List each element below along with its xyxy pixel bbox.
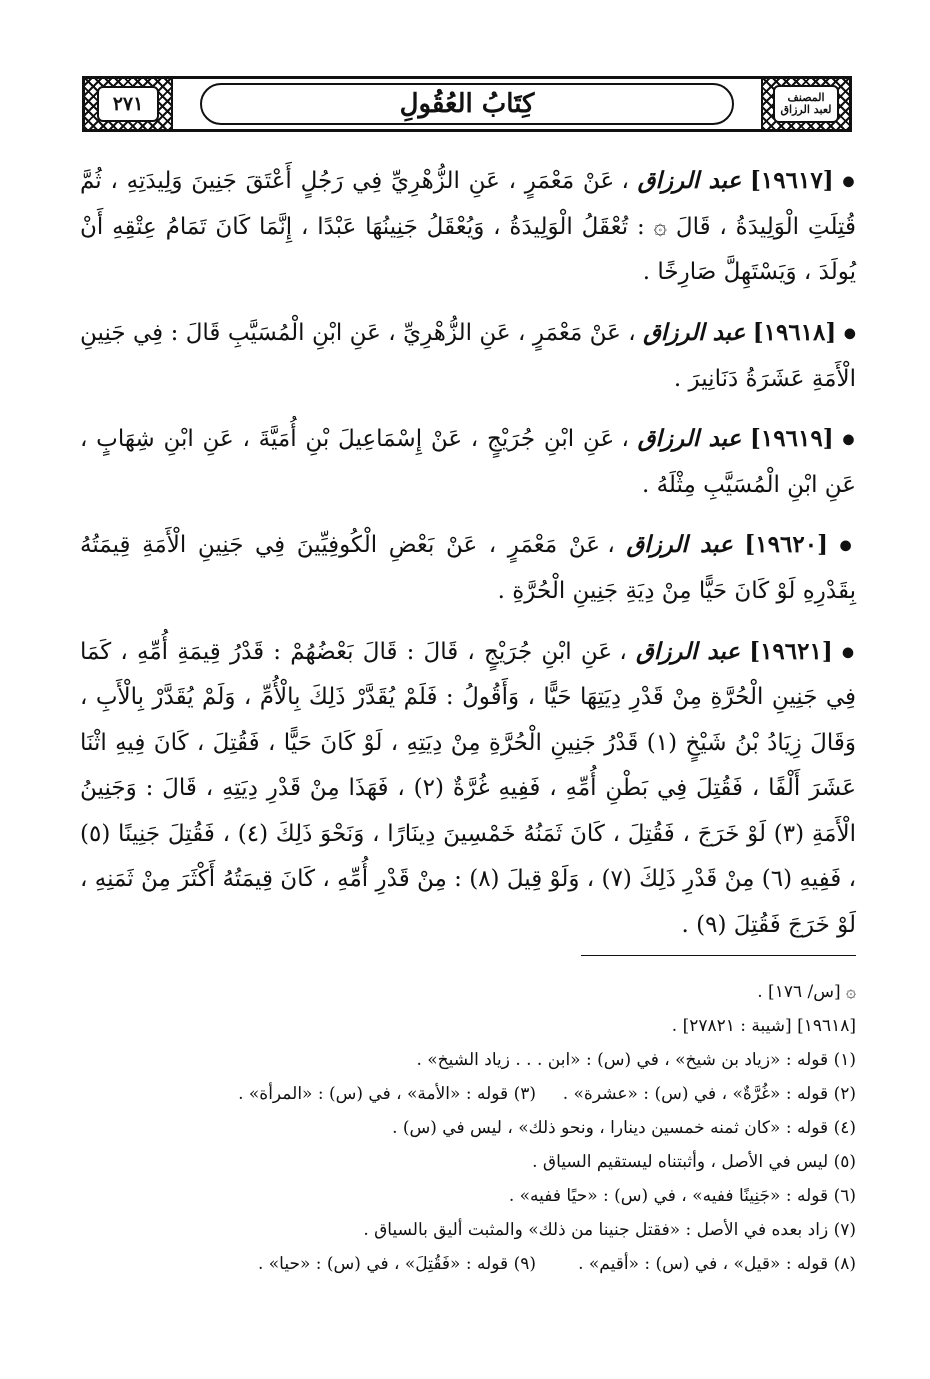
footnote-7: (٧) زاد بعده في الأصل : «فقتل جنينا من ذلك» والمثبت أليق بالسياق . xyxy=(363,1220,856,1240)
hadith-entry xyxy=(80,310,856,402)
entry-number: [١٩٦١٨] xyxy=(752,318,837,346)
narrator-name: عبد الرزاق xyxy=(635,637,741,665)
hadith-entry xyxy=(80,416,856,508)
bullet-icon: ● xyxy=(841,643,856,660)
entry-number: [١٩٦١٩] xyxy=(750,425,834,452)
hadith-entry xyxy=(80,158,856,296)
page-number: ٢٧١ xyxy=(97,86,159,122)
entry-number: [١٩٦٢٠] xyxy=(744,531,828,559)
footnote-1: (١) قوله : «زياد بن شيخ» ، في (س) : «ابن . . . زياد الشيخ» . xyxy=(416,1050,856,1070)
bullet-icon: ● xyxy=(842,173,856,190)
footnote-separator xyxy=(581,955,856,956)
narrator-name: عبد الرزاق xyxy=(637,425,742,452)
footnote-3: (٣) قوله : «الأمة» ، في (س) : «المرأة» . xyxy=(238,1084,536,1104)
footnote-6: (٦) قوله : «جَنِينًا ففيه» ، في (س) : «حيًا ففيه» . xyxy=(508,1186,856,1206)
bullet-icon: ● xyxy=(839,537,857,554)
footnote-4: (٤) قوله : «كان ثمنه خمسين دينارا ، ونحو ذلك» ، ليس في (س) . xyxy=(392,1118,856,1138)
footnote-row-2-3 xyxy=(80,1077,856,1111)
brand-line2: لعبد الرزاق xyxy=(780,103,832,116)
footnote-2: (٢) قوله : «غُرَّةٌ» ، في (س) : «عشرة» . xyxy=(562,1084,856,1104)
hadith-entry xyxy=(80,522,856,614)
hadith-entry xyxy=(80,629,856,949)
entry-text: ، عَنْ مَعْمَرٍ ، عَنْ بَعْضِ الْكُوفِيِّينَ فِي جَنِينِ الْأَمَةِ قِيمَتُهُ بِقَدْرِهِ لَوْ كَانَ حَيًّا مِنْ دِيَةِ جَنِينِ الْحُرَّةِ . xyxy=(80,532,856,604)
title-panel xyxy=(173,79,761,129)
main-text xyxy=(80,158,856,962)
entry-text: ، عَنِ ابْنِ جُرَيْجٍ ، قَالَ : قَالَ بَعْضُهُمْ : قَدْرُ قِيمَةِ أُمِّهِ ، كَمَا فِي جَنِينِ الْحُرَّةِ مِنْ قَدْرِ دِيَتِهَا حَيًّا ، وَأَقُولُ : فَلَمْ يُقَدَّرْ ذَلِكَ بِالْأُمِّ ، وَلَمْ يُقَدَّرْ بِالْأَبِ ، وَقَالَ زِيَادُ بْنُ شَيْخٍ (١) قَدْرُ جَنِينِ الْحُرَّةِ مِنْ دِيَتِهِ ، لَوْ كَانَ حَيًّا ، فَقُتِلَ ، كَانَ فِيهِ اثْنَا عَشَرَ أَلْفًا ، فَقُتِلَ فِي بَطْنِ أُمِّهِ ، فَفِيهِ غُرَّةٌ (٢) ، فَهَذَا مِنْ قَدْرِ دِيَتِهِ ، قَالَ : وَجَنِينُ الْأَمَةِ (٣) لَوْ خَرَجَ ، فَقُتِلَ ، كَانَ ثَمَنُهُ خَمْسِينَ دِينَارًا ، وَنَحْوَ ذَلِكَ (٤) ، فَقُتِلَ جَنِينًا (٥) ، فَفِيهِ (٦) مِنْ قَدْرِ ذَلِكَ (٧) ، وَلَوْ قِيلَ (٨) : مِنْ قَدْرِ أُمِّهِ ، كَانَ قِيمَتُهُ أَكْثَرَ مِنْ ثَمَنِهِ ، لَوْ خَرَجَ فَقُتِلَ (٩) . xyxy=(80,638,857,938)
footnote-5: (٥) ليس في الأصل ، وأثبتناه ليستقيم السياق . xyxy=(532,1152,856,1172)
entry-number: [١٩٦١٧] xyxy=(750,167,834,194)
entry-text: ، عَنِ ابْنِ جُرَيْجٍ ، عَنْ إِسْمَاعِيلَ بْنِ أُمَيَّةَ ، عَنِ ابْنِ شِهَابٍ ، عَنِ ابْنِ الْمُسَيَّبِ مِثْلَهُ . xyxy=(80,426,856,498)
brand-ornament xyxy=(761,79,849,129)
bullet-icon: ● xyxy=(843,325,857,341)
page-header xyxy=(82,76,852,132)
footnotes xyxy=(80,975,856,1281)
narrator-name: عبد الرزاق xyxy=(626,531,733,559)
footnote-row-8-9 xyxy=(80,1247,856,1281)
page-number-ornament xyxy=(85,79,173,129)
entry-text: ، عَنْ مَعْمَرٍ ، عَنِ الزُّهْرِيِّ ، عَنِ ابْنِ الْمُسَيَّبِ قَالَ : فِي جَنِينِ الْأَمَةِ عَشَرَةُ دَنَانِيرَ . xyxy=(80,319,856,392)
footnote-shayba: [١٩٦١٨] [شيبة : ٢٧٨٢١] . xyxy=(671,1016,856,1036)
entry-number: [١٩٦٢١] xyxy=(749,637,833,665)
footnote-8: (٨) قوله : «قيل» ، في (س) : «أقيم» . xyxy=(578,1254,856,1274)
footnote-9: (٩) قوله : «فَقُتِلَ» ، في (س) : «حيا» . xyxy=(257,1254,536,1274)
bullet-icon: ● xyxy=(842,431,856,448)
chapter-title: كِتَابُ العُقُولِ xyxy=(200,83,733,125)
brand-line1: المصنف xyxy=(787,91,825,104)
entry-text: ، عَنْ مَعْمَرٍ ، عَنِ الزُّهْرِيِّ فِي رَجُلٍ أَعْتَقَ جَنِينَ وَلِيدَتِهِ ، ثُمَّ قُتِلَتِ الْوَلِيدَةُ ، قَالَ ۞ : تُعْقَلُ الْوَلِيدَةُ ، وَيُعْقَلُ جَنِينُهَا عَبْدًا ، إِنَّمَا كَانَ تَمَامُ عِتْقِهِ أَنْ يُولَدَ ، وَيَسْتَهِلَّ صَارِخًا . xyxy=(80,168,856,286)
narrator-name: عبد الرزاق xyxy=(637,167,742,194)
brand-logo xyxy=(773,85,839,123)
footnote-ref: ۞ [س/ ١٧٦] . xyxy=(757,982,856,1002)
narrator-name: عبد الرزاق xyxy=(643,318,746,346)
